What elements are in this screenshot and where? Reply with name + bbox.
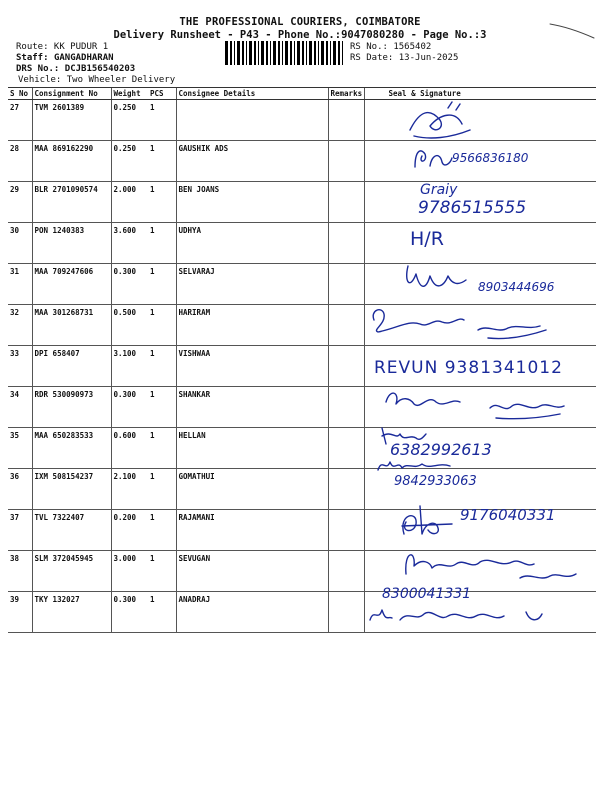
cell-sno: 28 bbox=[8, 141, 32, 182]
signature-row31 bbox=[400, 262, 480, 294]
cell-sno: 32 bbox=[8, 305, 32, 346]
cell-consignee: HARIRAM bbox=[176, 305, 328, 346]
cell-remarks bbox=[328, 141, 364, 182]
cell-consignee: BEN JOANS bbox=[176, 182, 328, 223]
col-weight: Weight bbox=[111, 88, 148, 100]
signature-row36 bbox=[374, 456, 454, 474]
cell-weight: 0.300 bbox=[111, 592, 148, 633]
cell-consignment: RDR 530090973 bbox=[32, 387, 111, 428]
cell-weight: 0.500 bbox=[111, 305, 148, 346]
cell-remarks bbox=[328, 346, 364, 387]
cell-remarks bbox=[328, 551, 364, 592]
cell-remarks bbox=[328, 182, 364, 223]
cell-remarks bbox=[328, 305, 364, 346]
cell-pcs: 1 bbox=[148, 182, 176, 223]
drs-label: DRS No.: bbox=[16, 64, 60, 74]
cell-consignment: IXM 508154237 bbox=[32, 469, 111, 510]
staff-label: Staff: bbox=[16, 53, 49, 63]
signature-row28-phone: 9566836180 bbox=[452, 151, 529, 165]
cell-weight: 3.000 bbox=[111, 551, 148, 592]
cell-consignment: PON 1240383 bbox=[32, 223, 111, 264]
cell-consignee: HELLAN bbox=[176, 428, 328, 469]
table-row bbox=[8, 223, 596, 264]
signature-row37 bbox=[396, 504, 456, 538]
cell-remarks bbox=[328, 264, 364, 305]
cell-sno: 36 bbox=[8, 469, 32, 510]
col-remarks: Remarks bbox=[328, 88, 364, 100]
cell-consignment: SLM 372045945 bbox=[32, 551, 111, 592]
cell-consignee: UDHYA bbox=[176, 223, 328, 264]
vehicle-label: Vehicle: Two Wheeler Delivery bbox=[18, 75, 176, 85]
cell-consignment: MAA 709247606 bbox=[32, 264, 111, 305]
table-header-row bbox=[8, 88, 596, 100]
cell-pcs: 1 bbox=[148, 551, 176, 592]
cell-weight: 0.250 bbox=[111, 141, 148, 182]
drs-number: DCJB156540203 bbox=[64, 64, 136, 74]
cell-sno: 31 bbox=[8, 264, 32, 305]
cell-sno: 27 bbox=[8, 100, 32, 141]
cell-consignee: VISHWAA bbox=[176, 346, 328, 387]
signature-row39-phone: 8300041331 bbox=[382, 586, 472, 602]
cell-consignment: BLR 2701090574 bbox=[32, 182, 111, 223]
cell-remarks bbox=[328, 223, 364, 264]
cell-pcs: 1 bbox=[148, 469, 176, 510]
cell-pcs: 1 bbox=[148, 141, 176, 182]
cell-sno: 30 bbox=[8, 223, 32, 264]
col-signature: Seal & Signature bbox=[364, 88, 596, 100]
cell-consignment: MAA 301268731 bbox=[32, 305, 111, 346]
cell-sno: 35 bbox=[8, 428, 32, 469]
cell-signature bbox=[364, 223, 596, 264]
cell-sno: 34 bbox=[8, 387, 32, 428]
cell-pcs: 1 bbox=[148, 305, 176, 346]
signature-row34 bbox=[380, 384, 570, 424]
table-row bbox=[8, 469, 596, 510]
drs-line bbox=[16, 64, 135, 74]
cell-weight: 3.600 bbox=[111, 223, 148, 264]
cell-consignment: DPI 658407 bbox=[32, 346, 111, 387]
cell-weight: 3.100 bbox=[111, 346, 148, 387]
cell-pcs: 1 bbox=[148, 428, 176, 469]
signature-row28 bbox=[410, 142, 455, 172]
staff-line bbox=[16, 53, 114, 63]
cell-remarks bbox=[328, 387, 364, 428]
cell-consignee: SELVARAJ bbox=[176, 264, 328, 305]
cell-consignment: TVL 7322407 bbox=[32, 510, 111, 551]
cell-remarks bbox=[328, 592, 364, 633]
cell-remarks bbox=[328, 100, 364, 141]
cell-pcs: 1 bbox=[148, 100, 176, 141]
cell-consignee: RAJAMANI bbox=[176, 510, 328, 551]
cell-weight: 2.000 bbox=[111, 182, 148, 223]
rs-date: RS Date: 13-Jun-2025 bbox=[350, 53, 459, 63]
col-pcs: PCS bbox=[148, 88, 176, 100]
table-row bbox=[8, 100, 596, 141]
signature-row29-name: Graiy bbox=[420, 182, 458, 198]
col-consignee: Consignee Details bbox=[176, 88, 328, 100]
cell-consignee: GOMATHUI bbox=[176, 469, 328, 510]
signature-row31-phone: 8903444696 bbox=[478, 280, 555, 294]
cell-weight: 0.200 bbox=[111, 510, 148, 551]
barcode-icon bbox=[225, 41, 343, 65]
signature-row32 bbox=[368, 300, 548, 345]
cell-weight: 0.300 bbox=[111, 264, 148, 305]
signature-row35-phone: 6382992613 bbox=[390, 440, 492, 459]
cell-consignee: GAUSHIK ADS bbox=[176, 141, 328, 182]
route-label: Route: KK PUDUR 1 bbox=[16, 42, 109, 52]
signature-row38 bbox=[400, 540, 580, 588]
cell-weight: 0.600 bbox=[111, 428, 148, 469]
cell-pcs: 1 bbox=[148, 592, 176, 633]
staff-name: GANGADHARAN bbox=[53, 53, 114, 63]
rs-number: RS No.: 1565402 bbox=[350, 42, 432, 52]
cell-signature bbox=[364, 100, 596, 141]
col-sno: S No bbox=[8, 88, 32, 100]
table-row bbox=[8, 428, 596, 469]
cell-remarks bbox=[328, 469, 364, 510]
cell-sno: 39 bbox=[8, 592, 32, 633]
cell-sno: 38 bbox=[8, 551, 32, 592]
cell-sno: 33 bbox=[8, 346, 32, 387]
cell-remarks bbox=[328, 510, 364, 551]
cell-weight: 2.100 bbox=[111, 469, 148, 510]
signature-row29-phone: 9786515555 bbox=[418, 198, 527, 218]
signature-row36-phone: 9842933063 bbox=[394, 474, 477, 489]
cell-consignee: SEVUGAN bbox=[176, 551, 328, 592]
cell-consignee: SHANKAR bbox=[176, 387, 328, 428]
signature-row33: REVUN 9381341012 bbox=[374, 358, 563, 378]
signature-row27 bbox=[400, 100, 480, 142]
cell-consignment: MAA 650283533 bbox=[32, 428, 111, 469]
signature-row30: H/R bbox=[410, 228, 444, 250]
cell-consignment: TKY 132027 bbox=[32, 592, 111, 633]
cell-consignment: TVM 2601389 bbox=[32, 100, 111, 141]
signature-row39 bbox=[366, 602, 556, 628]
company-title: THE PROFESSIONAL COURIERS, COIMBATORE bbox=[179, 16, 421, 28]
cell-pcs: 1 bbox=[148, 346, 176, 387]
cell-pcs: 1 bbox=[148, 223, 176, 264]
cell-sno: 37 bbox=[8, 510, 32, 551]
signature-row37-phone: 9176040331 bbox=[460, 506, 556, 524]
cell-pcs: 1 bbox=[148, 387, 176, 428]
cell-weight: 0.250 bbox=[111, 100, 148, 141]
cell-remarks bbox=[328, 428, 364, 469]
cell-pcs: 1 bbox=[148, 264, 176, 305]
cell-consignee: ANADRAJ bbox=[176, 592, 328, 633]
col-consignment: Consignment No bbox=[32, 88, 111, 100]
cell-consignment: MAA 869162290 bbox=[32, 141, 111, 182]
runsheet-subtitle: Delivery Runsheet - P43 - Phone No.:9047080280 - Page No.:3 bbox=[113, 29, 487, 41]
corner-mark-icon bbox=[548, 18, 598, 40]
cell-weight: 0.300 bbox=[111, 387, 148, 428]
cell-pcs: 1 bbox=[148, 510, 176, 551]
cell-sno: 29 bbox=[8, 182, 32, 223]
cell-consignee bbox=[176, 100, 328, 141]
